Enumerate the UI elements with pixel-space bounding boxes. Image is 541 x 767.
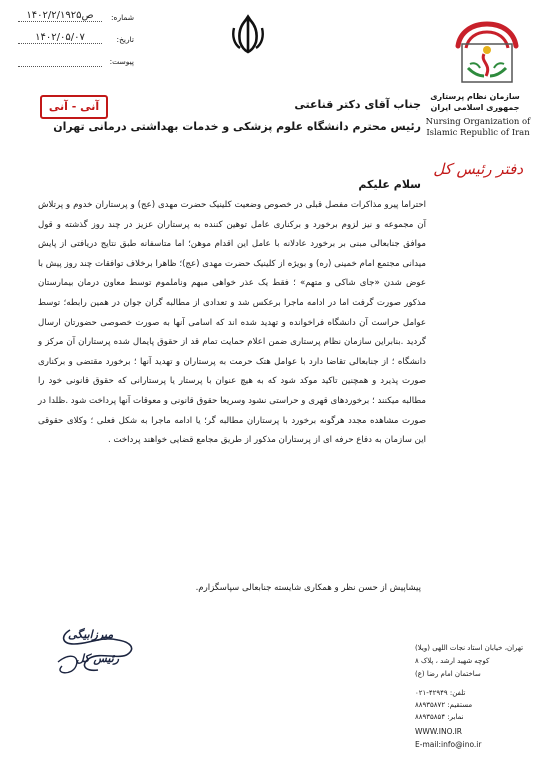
signature-title: رئیس کل — [76, 652, 120, 665]
org-name-en-1: Nursing Organization of — [425, 117, 531, 127]
contact-address-2: کوچه شهید ارشد ، پلاک ۸ — [415, 657, 490, 665]
greeting: سلام علیکم — [358, 178, 421, 191]
nursing-organization-logo-icon — [452, 18, 522, 88]
letter-body: احتراما پیرو مذاکرات مفصل قبلی در خصوص وضعیت کلینیک حضرت مهدی (عج) و پرستاران خدوم و پرتلاش آن مجموعه و نیز لزوم برخورد و برکناری عامل توهین کننده به پرستاران عزیز در چند روز گذشته و قول موافق جنابعالی مبنی بر برخورد عادلانه با عامل این اقدام موهن؛ اما متاسفانه طبق نتایج دریافتی از پایش میدانی مجتمع امام خمینی (ره) و بویژه از کلینیک حضرت مهدی (عج)؛ ظاهرا برخلاف توافقات چند روز پیش با عوض شدن «جای شاکی و متهم» ؛ فقط یک عذر خواهی مبهم وناملموم توسط معاون درمان بیمارستان مذکور صورت گرفت اما در ادامه ماجرا برعکس شد و تعدادی از مطالبه گران جوان در همین رابطه؛ توسط عوامل حراست آن دانشگاه فراخوانده و تهدید شده اند که اسامی آنها به صورت خصوصی حضورتان ارسال گردید .بنابراین سازمان نظام پرستاری ضمن اعلام حمایت تمام قد از حقوق پایمال شده پرستاران آن مرکز و دانشگاه ؛ از جنابعالی تقاضا دارد با عوامل هتک حرمت به پرستاران و تهدید آنها ؛ برخورد مقتضی و برکناری صورت پذیرد و همچنین تاکید موکد شود که به هیچ عنوان با پرستار یا پرستارانی که حقوق قانونی خود را مطالبه میکنند ؛ برخوردهای قهری و حراستی نشود وسریعا حقوق قانونی و معوقات آنها پرداخت شود .ظلدا در صورت مشاهده مجدد هرگونه برخورد با پرستاران مطالبه گر؛ یا ادامه ماجرا به شکل فعلی ؛ وکلای حقوقی این سازمان به دفاع حرفه ای از پرستاران مذکور از طریق مجامع قضایی خواهند پرداخت . — [38, 200, 426, 446]
attachment-row — [18, 56, 134, 70]
contact-address-1: تهران، خیابان استاد نجات اللهی (ویلا) — [415, 644, 524, 652]
number-value: ۱۴۰۲/ص۲/۱۹۲۵ — [18, 10, 102, 22]
attachment-label: پیوست: — [109, 57, 134, 66]
recipient-title: رئیس محترم دانشگاه علوم پزشکی و خدمات بهداشتی درمانی تهران — [53, 120, 421, 133]
org-name-fa-2: جمهوری اسلامی ایران — [430, 103, 520, 112]
org-name-fa-1: سازمان نظام پرستاری — [430, 92, 520, 101]
number-row — [18, 10, 134, 26]
number-label: شماره: — [111, 13, 134, 22]
recipient-name: جناب آقای دکتر قناعتی — [294, 98, 421, 111]
signature-block — [40, 622, 150, 682]
closing-line: پیشاپیش از حسن نظر و همکاری شایسته جنابعالی سپاسگزارم. — [195, 583, 421, 593]
date-label: تاریخ: — [116, 35, 134, 44]
contact-address-3: ساختمان امام رضا (ع) — [415, 670, 481, 678]
iran-emblem-icon — [228, 14, 268, 56]
org-name-en-2: Islamic Republic of Iran — [426, 128, 530, 138]
contact-direct: مستقیم: ۸۸۹۳۵۸۷۲ — [415, 701, 473, 709]
contact-fax: نمابر: ۸۸۹۳۵۸۵۴ — [415, 713, 464, 721]
contact-website: WWW.INO.IR — [415, 727, 462, 736]
office-label: دفتر رئیس کل — [433, 160, 523, 178]
date-row — [18, 32, 134, 48]
contact-phone: تلفن: ۴۲۹۴۹-۰۲۱ — [415, 689, 466, 697]
signature-name: میرزابیگی — [68, 628, 114, 641]
urgent-stamp: آنی - آنی — [40, 95, 108, 119]
attachment-line — [18, 56, 102, 67]
contact-email: E-mail:info@ino.ir — [415, 740, 482, 749]
date-value: ۱۴۰۲/۰۵/۰۷ — [18, 32, 102, 44]
